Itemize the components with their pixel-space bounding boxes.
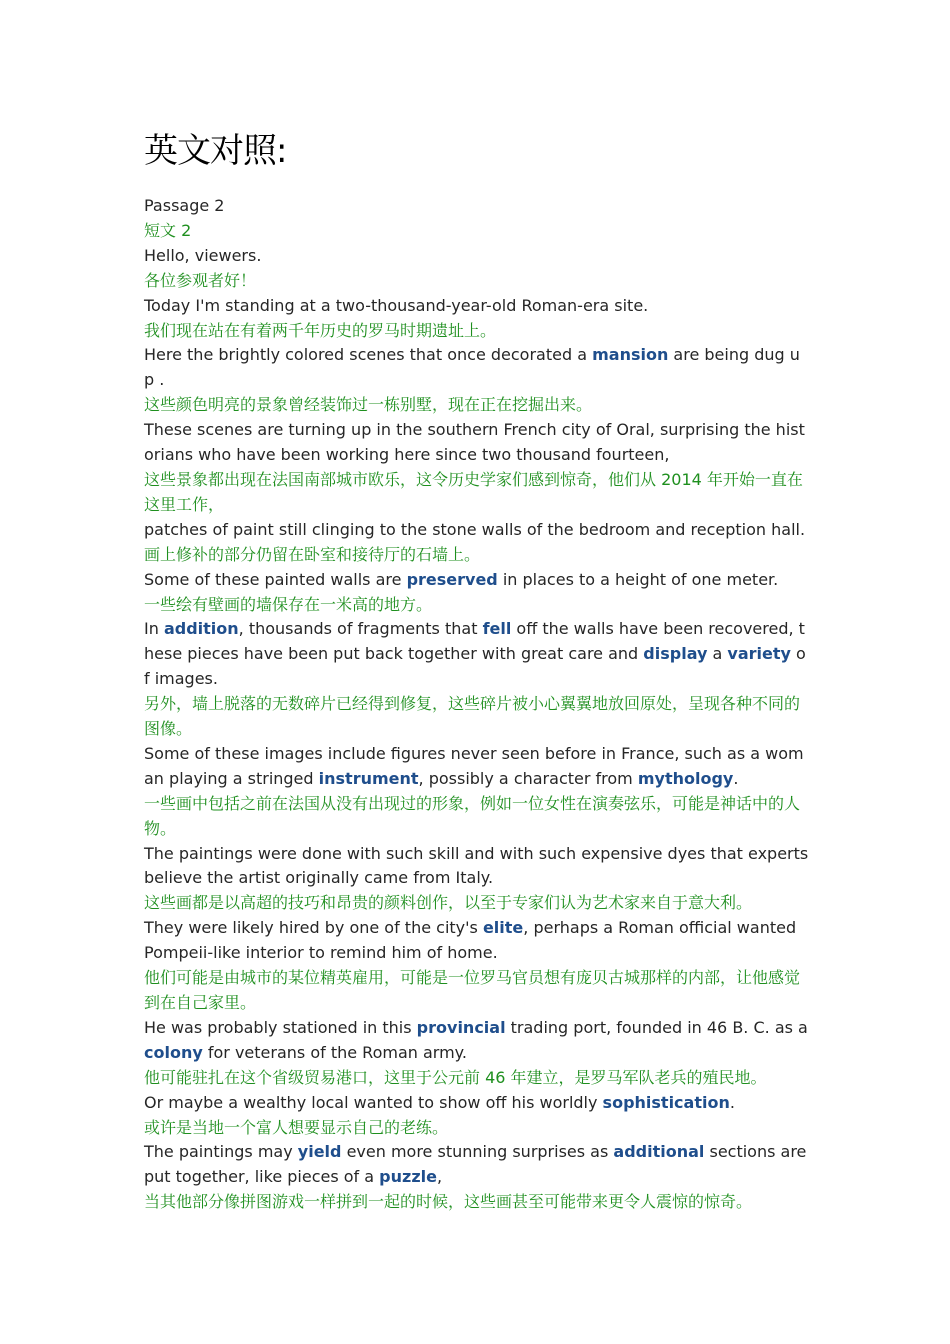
document-page	[144, 128, 810, 1215]
text-segment: The paintings were done with such skill and with such expensive dyes that experts believe the artist originally came from Italy.	[144, 843, 809, 888]
english-line	[144, 1016, 810, 1066]
english-line	[144, 294, 810, 319]
keyword: preserved	[406, 569, 498, 589]
english-line	[144, 343, 810, 393]
text-segment: 画上修补的部分仍留在卧室和接待厅的石墙上。	[144, 544, 481, 564]
text-segment: off the walls have been recovered, these pieces have been put back together with great care and	[144, 619, 805, 664]
text-segment: Passage 2	[144, 196, 225, 215]
text-segment: trading port, founded in 46 B. C. as a	[505, 1017, 808, 1037]
english-line	[144, 1091, 810, 1116]
text-segment: 这些画都是以高超的技巧和昂贵的颜料创作，以至于专家们认为艺术家来自于意大利。	[144, 893, 753, 913]
text-segment: of images.	[144, 644, 806, 689]
chinese-line	[144, 1116, 810, 1141]
chinese-line	[144, 792, 810, 842]
text-segment: patches of paint still clinging to the stone walls of the bedroom and reception hall.	[144, 519, 806, 539]
chinese-line	[144, 269, 810, 294]
keyword: mansion	[592, 345, 669, 365]
text-segment: are being dug up .	[144, 345, 800, 390]
text-segment: , perhaps a Roman official wanted Pompeii-like interior to remind him of home.	[144, 918, 797, 963]
english-line	[144, 617, 810, 692]
text-segment: for veterans of the Roman army.	[202, 1042, 467, 1062]
text-segment: 另外，墙上脱落的无数碎片已经得到修复，这些碎片被小心翼翼地放回原处，呈现各种不同的图像。	[144, 694, 801, 739]
english-line	[144, 194, 810, 219]
keyword: sophistication	[602, 1092, 730, 1112]
keyword: elite	[482, 918, 524, 938]
keyword: variety	[727, 644, 791, 664]
english-line	[144, 742, 810, 792]
chinese-line	[144, 692, 810, 742]
text-segment: in places to a height of one meter.	[497, 569, 779, 589]
chinese-line	[144, 891, 810, 916]
text-segment: The paintings may	[144, 1142, 298, 1162]
text-segment: , possibly a character from	[418, 768, 638, 788]
keyword: provincial	[416, 1017, 506, 1037]
text-segment: even more stunning surprises as	[341, 1142, 614, 1162]
chinese-line	[144, 219, 810, 244]
text-segment: a	[707, 644, 728, 664]
english-line	[144, 244, 810, 269]
text-segment: They were likely hired by one of the city's	[144, 918, 483, 938]
text-segment: ,	[436, 1167, 443, 1187]
english-line	[144, 568, 810, 593]
keyword: yield	[297, 1142, 342, 1162]
keyword: mythology	[637, 768, 734, 788]
text-segment: .	[729, 1092, 735, 1112]
english-line	[144, 518, 810, 543]
text-segment: 他可能驻扎在这个省级贸易港口，这里于公元前 46 年建立，是罗马军队老兵的殖民地。	[144, 1067, 767, 1087]
text-segment: 我们现在站在有着两千年历史的罗马时期遗址上。	[144, 320, 497, 340]
keyword: colony	[144, 1042, 203, 1062]
english-line	[144, 418, 810, 468]
text-segment: 短文 2	[144, 220, 192, 240]
text-segment: Hello, viewers.	[144, 245, 262, 265]
text-segment: Some of these images include figures never seen before in France, such as a woman playing a stringed	[144, 743, 804, 788]
chinese-line	[144, 468, 810, 518]
chinese-line	[144, 1190, 810, 1215]
text-segment: sections are put together, like pieces of a	[144, 1142, 807, 1187]
text-segment: He was probably stationed in this	[144, 1017, 417, 1037]
keyword: puzzle	[379, 1167, 437, 1187]
text-segment: 这些颜色明亮的景象曾经装饰过一栋别墅，现在正在挖掘出来。	[144, 395, 593, 415]
text-segment: Today I'm standing at a two-thousand-year-old Roman-era site.	[144, 295, 649, 315]
keyword: addition	[163, 619, 239, 639]
text-segment: Or maybe a wealthy local wanted to show off his worldly	[144, 1092, 603, 1112]
keyword: instrument	[318, 768, 419, 788]
english-line	[144, 1140, 810, 1190]
text-segment: 当其他部分像拼图游戏一样拼到一起的时候，这些画甚至可能带来更令人震惊的惊奇。	[144, 1192, 753, 1212]
english-line	[144, 916, 810, 966]
text-segment: 或许是当地一个富人想要显示自己的老练。	[144, 1117, 449, 1137]
keyword: display	[643, 644, 708, 664]
passage-body	[144, 194, 810, 1215]
english-line	[144, 842, 810, 892]
chinese-line	[144, 543, 810, 568]
text-segment: 一些画中包括之前在法国从没有出现过的形象，例如一位女性在演奏弦乐，可能是神话中的人物。	[144, 793, 801, 838]
text-segment: 他们可能是由城市的某位精英雇用，可能是一位罗马官员想有庞贝古城那样的内部，让他感觉到在自己家里。	[144, 968, 801, 1012]
chinese-line	[144, 393, 810, 418]
text-segment: .	[733, 768, 739, 788]
chinese-line	[144, 319, 810, 344]
text-segment: Here the brightly colored scenes that once decorated a	[144, 345, 593, 365]
text-segment: In	[144, 619, 164, 639]
page-title: 英文对照:	[144, 131, 287, 171]
chinese-line	[144, 1066, 810, 1091]
chinese-line	[144, 966, 810, 1016]
chinese-line	[144, 593, 810, 618]
text-segment: , thousands of fragments that	[238, 619, 483, 639]
text-segment: These scenes are turning up in the southern French city of Oral, surprising the historians who have been working here since two thousand fourteen,	[144, 420, 805, 465]
text-segment: Some of these painted walls are	[144, 569, 407, 589]
text-segment: 这些景象都出现在法国南部城市欧乐，这令历史学家们感到惊奇，他们从 2014 年开始一直在这里工作，	[144, 469, 803, 514]
text-segment: 一些绘有壁画的墙保存在一米高的地方。	[144, 594, 433, 614]
keyword: fell	[482, 619, 512, 639]
keyword: additional	[613, 1142, 705, 1162]
text-segment: 各位参观者好！	[144, 270, 257, 290]
